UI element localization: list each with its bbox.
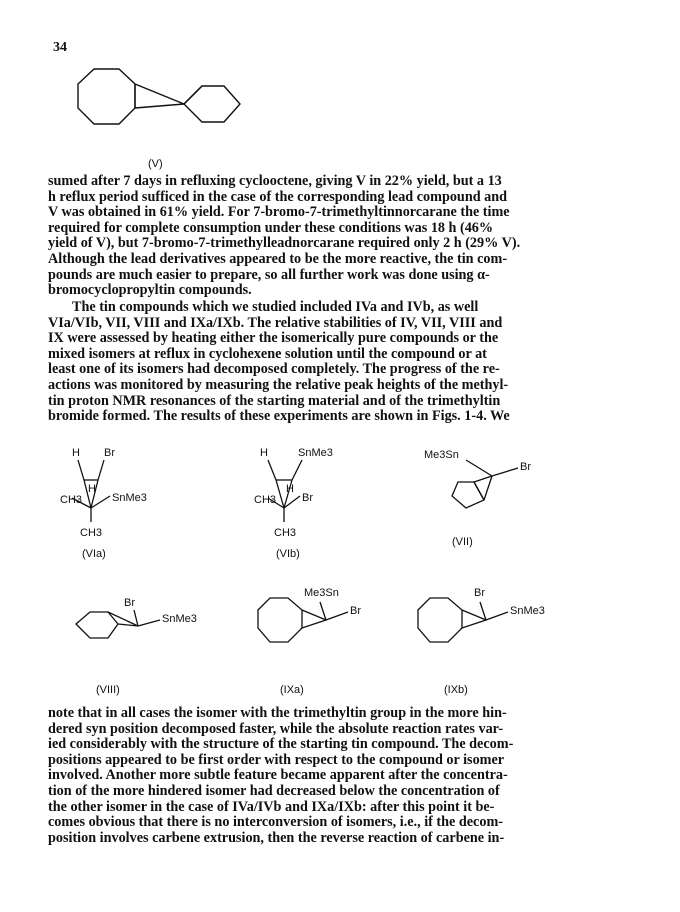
text-line: pounds are much easier to prepare, so all further work was done using α- — [48, 266, 490, 283]
structure-vi-a — [58, 446, 178, 546]
structure-ix-b-drawing — [404, 584, 604, 670]
group-ch3: CH3 — [60, 494, 83, 506]
text-line: position involves carbene extrusion, then the reverse reaction of carbene in- — [48, 829, 505, 846]
paragraph-3 — [48, 706, 638, 846]
group-me3sn: Me3Sn — [424, 449, 459, 461]
atom-h: H — [260, 447, 268, 459]
atom-h: H — [286, 483, 294, 495]
structure-ix-a-label: (IXa) — [280, 684, 304, 696]
text-line: the other isomer in the case of IVa/IVb and IXa/IXb: after this point it be- — [48, 798, 495, 815]
structure-v — [56, 62, 256, 152]
structure-v-label: (V) — [148, 158, 163, 170]
text-line: tion of the more hindered isomer had decreased below the concentration of — [48, 782, 500, 799]
text-line: involved. Another more subtle feature became apparent after the concentra- — [48, 767, 508, 784]
structure-vi-b-drawing — [254, 446, 374, 546]
group-snme3: SnMe3 — [112, 492, 147, 504]
text-line: required for complete consumption under these conditions was 18 h (46% — [48, 219, 494, 236]
atom-h: H — [88, 483, 96, 495]
structure-viii-label: (VIII) — [96, 684, 120, 696]
text-line: yield of V), but 7-bromo-7-trimethylleadnorcarane required only 2 h (29% V). — [48, 235, 521, 252]
atom-h: H — [72, 447, 80, 459]
structure-ix-a-drawing — [244, 584, 404, 670]
structure-vi-b — [254, 446, 374, 546]
text-line: h reflux period sufficed in the case of the corresponding lead compound and — [48, 188, 508, 205]
structure-vi-b-label: (VIb) — [276, 548, 300, 560]
group-snme3: SnMe3 — [162, 613, 197, 625]
group-ch3: CH3 — [80, 527, 103, 539]
structure-vii-drawing — [422, 446, 562, 526]
text-line: least one of its isomers had decomposed completely. The progress of the re- — [48, 361, 500, 378]
atom-br: Br — [350, 605, 361, 617]
text-line: tin proton NMR resonances of the starting material and of the trimethyltin — [48, 392, 501, 409]
structure-v-drawing — [56, 62, 256, 152]
atom-br: Br — [104, 447, 115, 459]
text-line: Although the lead derivatives appeared to be the more reactive, the tin com- — [48, 250, 508, 267]
text-line: V was obtained in 61% yield. For 7-bromo-7-trimethyltinnorcarane the time — [48, 204, 510, 221]
text-line: actions was monitored by measuring the relative peak heights of the methyl- — [48, 376, 509, 393]
text-line: bromocyclopropyltin compounds. — [48, 282, 252, 299]
page-number: 34 — [53, 40, 67, 55]
structure-ix-a — [244, 584, 404, 670]
text-line: IX were assessed by heating either the isomerically pure compounds or the — [48, 330, 499, 347]
text-line: dered syn position decomposed faster, while the absolute reaction rates var- — [48, 720, 504, 737]
structure-viii-drawing — [62, 590, 232, 668]
text-line: bromide formed. The results of these experiments are shown in Figs. 1-4. We — [48, 408, 510, 425]
text-line: note that in all cases the isomer with the trimethyltin group in the more hin- — [48, 705, 507, 721]
paragraph-1 — [48, 174, 638, 299]
structure-vi-a-label: (VIa) — [82, 548, 106, 560]
structure-vii-label: (VII) — [452, 536, 473, 548]
group-me3sn: Me3Sn — [304, 587, 339, 599]
text-line: The tin compounds which we studied included IVa and IVb, as well — [72, 299, 479, 315]
text-line: sumed after 7 days in refluxing cyclooctene, giving V in 22% yield, but a 13 — [48, 173, 502, 189]
text-line: comes obvious that there is no interconversion of isomers, i.e., if the decom- — [48, 814, 503, 831]
group-snme3: SnMe3 — [298, 447, 333, 459]
group-ch3: CH3 — [254, 494, 277, 506]
atom-br: Br — [474, 587, 485, 599]
text-line: VIa/VIb, VII, VIII and IXa/IXb. The relative stabilities of IV, VII, VIII and — [48, 314, 503, 331]
structure-vi-a-drawing — [58, 446, 178, 546]
structure-vii — [422, 446, 562, 526]
group-snme3: SnMe3 — [510, 605, 545, 617]
text-line: mixed isomers at reflux in cyclohexene solution until the compound or at — [48, 345, 487, 362]
text-line: ied considerably with the structure of the starting tin compound. The decom- — [48, 736, 514, 753]
atom-br: Br — [520, 461, 531, 473]
structure-ix-b — [404, 584, 604, 670]
atom-br: Br — [302, 492, 313, 504]
text-line: positions appeared to be first order with respect to the compound or isomer — [48, 751, 505, 768]
structure-viii — [62, 590, 232, 668]
structure-ix-b-label: (IXb) — [444, 684, 468, 696]
atom-br: Br — [124, 597, 135, 609]
group-ch3: CH3 — [274, 527, 297, 539]
paragraph-2 — [48, 300, 638, 425]
